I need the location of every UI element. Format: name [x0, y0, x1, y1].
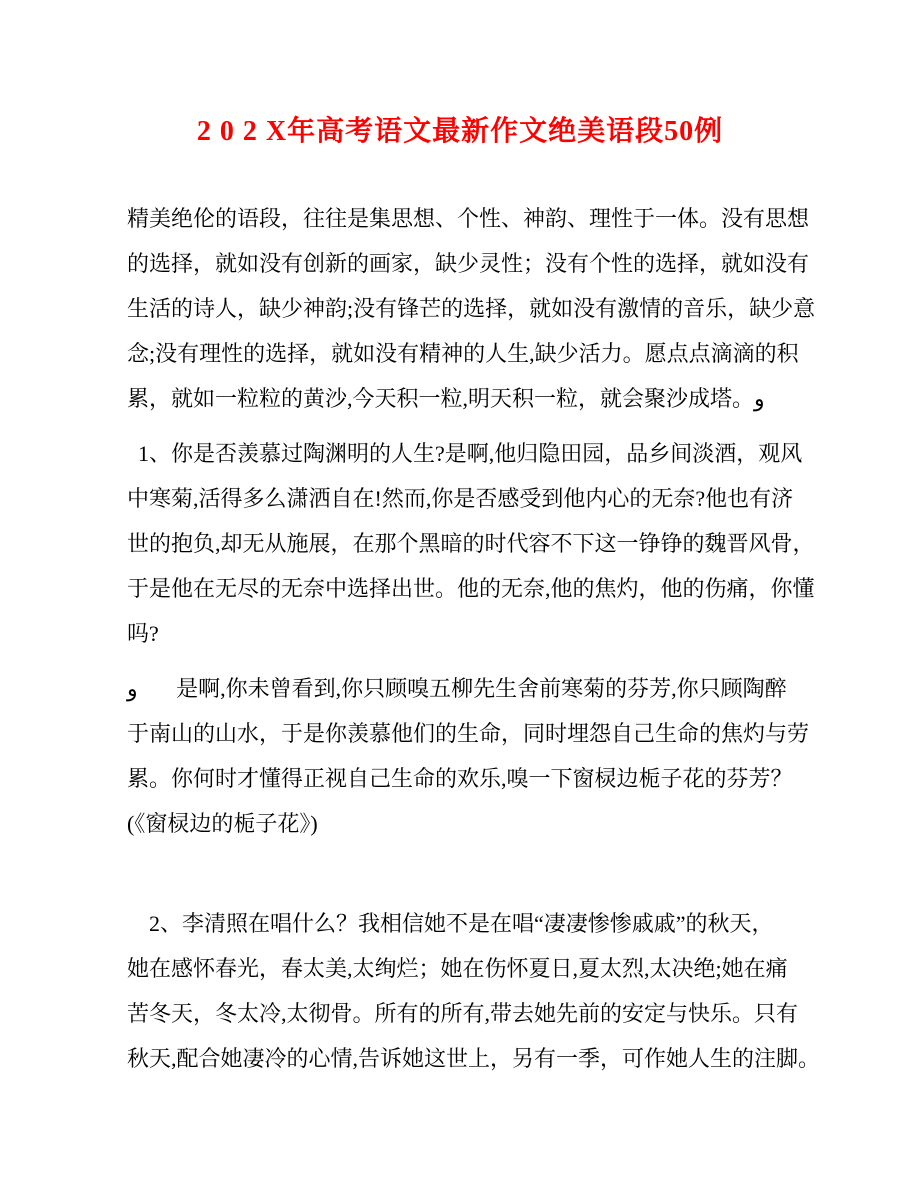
paragraph-item-1 — [127, 431, 815, 656]
text-line: 累，就如一粒粒的黄沙,今天积一粒,明天积一粒，就会聚沙成塔。و — [127, 386, 765, 411]
text-line: 于是他在无尽的无奈中选择出世。他的无奈,他的焦灼，他的伤痛，你懂 — [127, 576, 815, 601]
document-title: 2 0 2 X年高考语文最新作文绝美语段50例 — [196, 116, 724, 147]
text-line: و 是啊,你未曾看到,你只顾嗅五柳先生舍前寒菊的芬芳,你只顾陶醉 — [127, 676, 787, 701]
text-line: 秋天,配合她凄冷的心情,告诉她这世上，另有一季，可作她人生的注脚。 — [127, 1046, 821, 1071]
text-line: 吗? — [127, 621, 159, 646]
text-line: 精美绝伦的语段，往往是集思想、个性、神韵、理性于一体。没有思想 — [127, 206, 810, 231]
text-line: 苦冬天，冬太冷,太彻骨。所有的所有,带去她先前的安定与快乐。只有 — [127, 1001, 799, 1026]
text-line: 1、你是否羡慕过陶渊明的人生?是啊,他归隐田园，品乡间淡酒，观风 — [127, 441, 803, 466]
text-line: 世的抱负,却无从施展，在那个黑暗的时代容不下这一铮铮的魏晋风骨， — [127, 531, 815, 556]
text-line: 中寒菊,活得多么潇洒自在!然而,你是否感受到他内心的无奈?他也有济 — [127, 486, 794, 511]
paragraph-item-1-continued — [127, 666, 810, 846]
text-line: 2、李清照在唱什么？我相信她不是在唱“凄凄惨惨戚戚”的秋天， — [127, 911, 774, 936]
paragraph-item-2 — [127, 901, 821, 1081]
text-line: 于南山的山水，于是你羡慕他们的生命，同时埋怨自己生命的焦灼与劳 — [127, 721, 810, 746]
text-line: 生活的诗人，缺少神韵;没有锋芒的选择，就如没有激情的音乐，缺少意 — [127, 296, 816, 321]
text-line: 念;没有理性的选择，就如没有精神的人生,缺少活力。愿点点滴滴的积 — [127, 341, 799, 366]
text-line: (《窗棂边的栀子花》) — [127, 811, 318, 836]
text-line: 她在感怀春光，春太美,太绚烂；她在伤怀夏日,夏太烈,太决绝;她在痛 — [127, 956, 788, 981]
blank-line — [127, 856, 797, 901]
document-body — [127, 196, 821, 1091]
paragraph-intro — [127, 196, 816, 421]
text-line: 的选择，就如没有创新的画家，缺少灵性；没有个性的选择，就如没有 — [127, 251, 810, 276]
text-line: 累。你何时才懂得正视自己生命的欢乐,嗅一下窗棂边栀子花的芬芳？ — [127, 766, 793, 791]
